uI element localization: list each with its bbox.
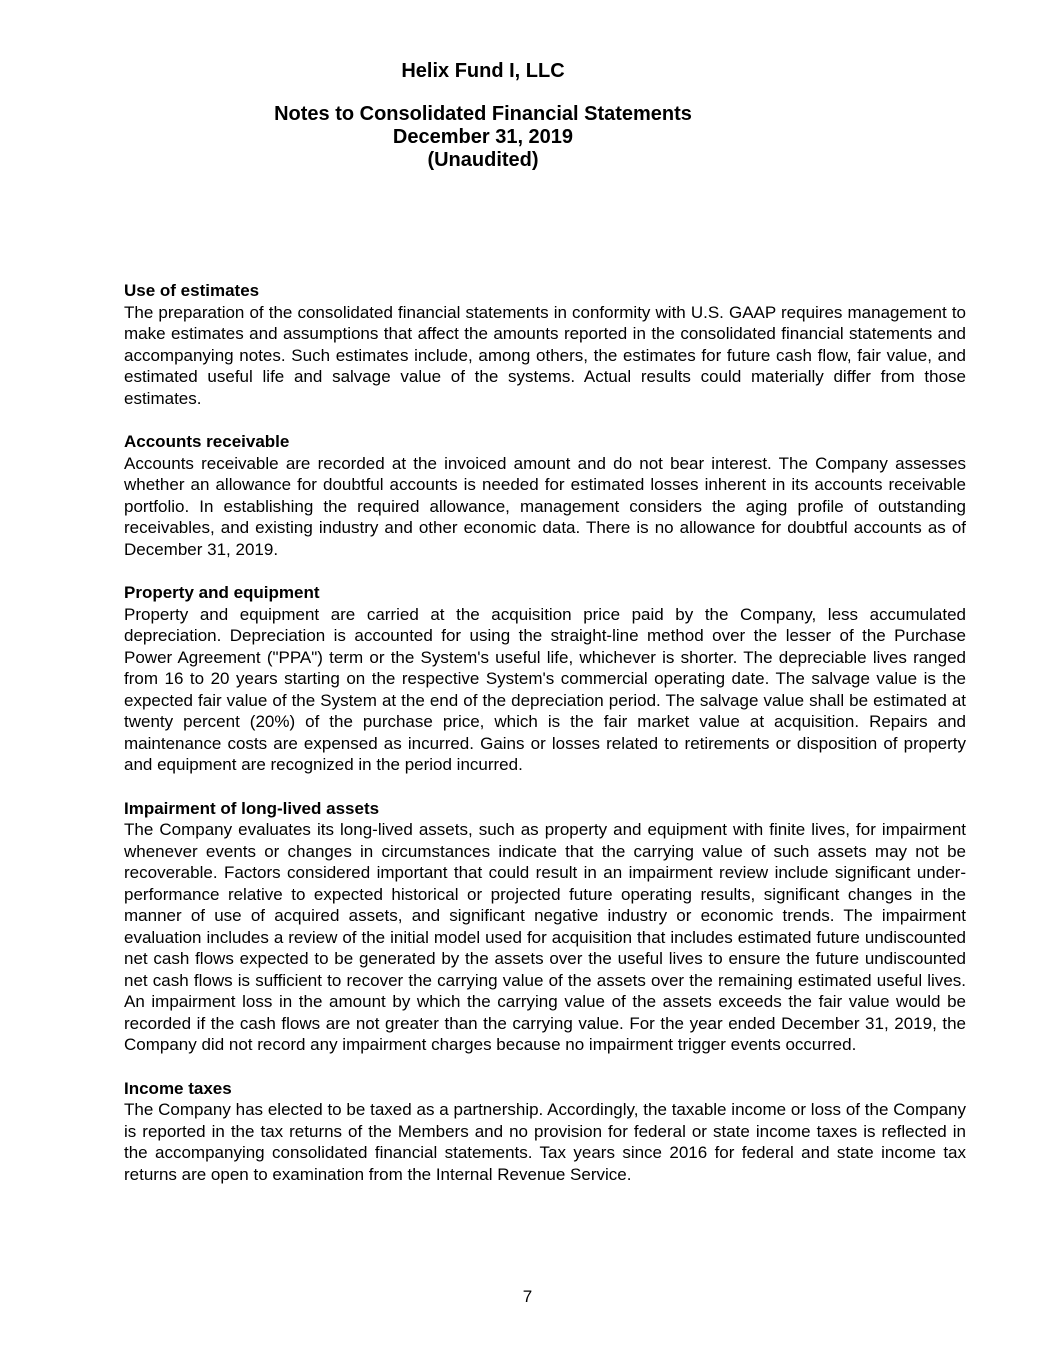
section-paragraph: Accounts receivable are recorded at the invoiced amount and do not bear interest. The Company assesses whether an allowance for doubtful accounts is needed for estimated losses inherent in its accounts receivable portfolio. In establishing the required allowance, management considers the aging profile of outstanding receivables, and existing industry and other economic data. There is no allowance for doubtful accounts as of December 31, 2019. bbox=[124, 453, 966, 559]
section-paragraph: The Company evaluates its long-lived assets, such as property and equipment with finite lives, for impairment whenever events or changes in circumstances indicate that the carrying value of such assets may not be recoverable. Factors considered important that could result in an impairment review include significant under-performance relative to expected historical or projected future operating results, significant changes in the manner of use of acquired assets, and significant negative industry or economic trends. The impairment evaluation includes a review of the initial model used for acquisition that includes estimated future undiscounted net cash flows expected to be generated by the assets over the useful lives to ensure the future undiscounted net cash flows is sufficient to recover the carrying value of the assets over the remaining estimated useful lives. An impairment loss in the amount by which the carrying value of the assets exceeds the fair value would be recorded if the cash flows are not greater than the carrying value. For the year ended December 31, 2019, the Company did not record any impairment charges because no impairment trigger events occurred. bbox=[124, 820, 966, 1054]
section-paragraph: The preparation of the consolidated financial statements in conformity with U.S. GAAP requires management to make estimates and assumptions that affect the amounts reported in the consolidated financial statements and accompanying notes. Such estimates include, among others, the estimates for future cash flow, fair value, and estimated useful life and salvage value of the systems. Actual results could materially differ from those estimates. bbox=[124, 302, 966, 408]
section-income-taxes bbox=[124, 1078, 966, 1186]
section-heading: Property and equipment bbox=[124, 583, 320, 602]
section-accounts-receivable bbox=[124, 431, 966, 560]
section-impairment-of-long-lived-assets bbox=[124, 798, 966, 1056]
section-use-of-estimates bbox=[124, 280, 966, 409]
page-footer bbox=[0, 1286, 1055, 1308]
page-number: 7 bbox=[522, 1287, 533, 1306]
section-paragraph: Property and equipment are carried at the acquisition price paid by the Company, less accumulated depreciation. Depreciation is accounted for using the straight-line method over the lesser of the Purchase Power Agreement ("PPA") term or the System's useful life, whichever is shorter. The depreciable lives ranged from 16 to 20 years starting on the respective System's commercial operating date. The salvage value is the expected fair value of the System at the end of the depreciation period. The salvage value shall be estimated at twenty percent (20%) of the purchase price, which is the fair market value at acquisition. Repairs and maintenance costs are expensed as incurred. Gains or losses related to retirements or disposition of property and equipment are recognized in the period incurred. bbox=[124, 604, 966, 774]
company-name: Helix Fund I, LLC bbox=[401, 60, 565, 82]
document-title: Notes to Consolidated Financial Statements bbox=[274, 103, 692, 125]
section-heading: Income taxes bbox=[124, 1078, 232, 1098]
section-heading: Use of estimates bbox=[124, 281, 260, 300]
document-date: December 31, 2019 bbox=[392, 126, 574, 148]
section-heading: Accounts receivable bbox=[124, 432, 290, 451]
document-title-block bbox=[0, 103, 966, 172]
document-status: (Unaudited) bbox=[427, 149, 539, 171]
document-body bbox=[0, 280, 1055, 1185]
document-header bbox=[0, 0, 1055, 172]
section-property-and-equipment bbox=[124, 582, 966, 776]
section-paragraph: The Company has elected to be taxed as a partnership. Accordingly, the taxable income or loss of the Company is reported in the tax returns of the Members and no provision for federal or state income taxes is reflected in the accompanying consolidated financial statements. Tax years since 2016 for federal and state income tax returns are open to examination from the Internal Revenue Service. bbox=[124, 1100, 966, 1184]
section-heading: Impairment of long-lived assets bbox=[124, 798, 380, 818]
